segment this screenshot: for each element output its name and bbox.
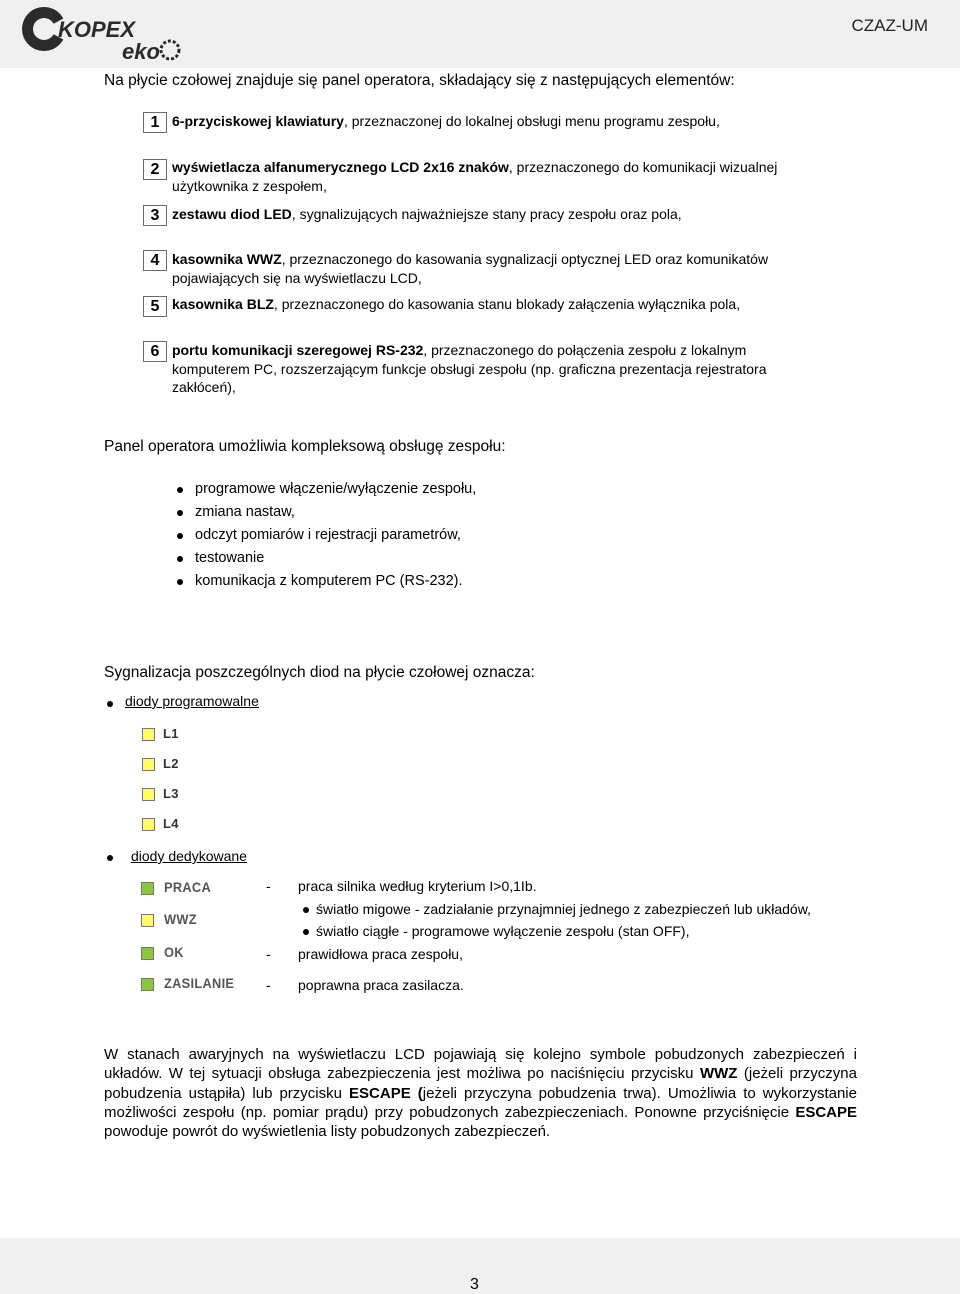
dash: -	[266, 878, 271, 894]
kopex-eko-logo	[18, 3, 188, 65]
programmable-leds-heading: diody programowalne	[125, 693, 259, 709]
element-1-desc: , przeznaczonej do lokalnej obsługi menu programu zespołu,	[343, 113, 720, 129]
element-item-3	[172, 205, 812, 224]
feature-item-1: programowe włączenie/wyłączenie zespołu,	[195, 481, 477, 497]
element-6-desc: , przeznaczonego do połączenia zespołu z lokalnym komputerem PC, rozszerzającym funkcje obsługi zespołu (np. graficzna prezentacja rejestratora zakłóceń),	[172, 342, 767, 395]
dedicated-leds-heading: diody dedykowane	[131, 848, 247, 864]
led-l4-icon	[142, 818, 155, 831]
panel-intro-text: Panel operatora umożliwia kompleksową obsługę zespołu:	[104, 438, 506, 455]
bullet-icon	[303, 929, 309, 935]
led-praca-desc: praca silnika według kryterium I>0,1Ib.	[298, 878, 537, 894]
page-number: 3	[470, 1276, 479, 1293]
intro-text: Na płycie czołowej znajduje się panel operatora, składający się z następujących elementów:	[104, 72, 735, 89]
led-l4-label: L4	[163, 816, 179, 831]
element-4-desc: , przeznaczonego do kasowania sygnalizacji optycznej LED oraz komunikatów pojawiających się na wyświetlaczu LCD,	[172, 251, 769, 286]
led-ok-icon	[141, 947, 154, 960]
led-l1-label: L1	[163, 726, 179, 741]
led-l1-icon	[142, 728, 155, 741]
element-3-name: zestawu diod LED	[172, 206, 292, 222]
element-2-name: wyświetlacza alfanumerycznego LCD 2x16 znaków	[172, 159, 509, 175]
led-l2-icon	[142, 758, 155, 771]
para-part-2: (jeżeli przyczyna pobudzenia ustąpiła) lub przycisku	[104, 1065, 857, 1102]
bullet-icon	[303, 907, 309, 913]
final-paragraph	[104, 1045, 857, 1141]
feature-item-4: testowanie	[195, 550, 265, 566]
led-wwz-label: WWZ	[164, 912, 197, 927]
led-l3-label: L3	[163, 786, 179, 801]
led-ok-desc: prawidłowa praca zespołu,	[298, 946, 463, 962]
element-5-desc: , przeznaczonego do kasowania stanu blokady załączenia wyłącznika pola,	[273, 296, 741, 312]
element-3-desc: , sygnalizujących najważniejsze stany pracy zespołu oraz pola,	[291, 206, 682, 222]
feature-item-5: komunikacja z komputerem PC (RS-232).	[195, 573, 463, 589]
element-2-desc: , przeznaczonego do komunikacji wizualnej użytkownika z zespołem,	[172, 159, 778, 194]
dash: -	[266, 977, 271, 993]
bullet-icon	[107, 855, 113, 861]
element-item-1	[172, 112, 812, 131]
feature-item-3: odczyt pomiarów i rejestracji parametrów,	[195, 527, 461, 543]
para-part-1: W stanach awaryjnych na wyświetlaczu LCD pojawiają się kolejno symbole pobudzonych zabezpieczeń i układów. W tej sytuacji obsługa zabezpieczenia jest możliwa po naciśnięciu przycisku	[104, 1046, 857, 1083]
led-wwz-desc-1: światło migowe - zadziałanie przynajmniej jednego z zabezpieczeń lub układów,	[316, 901, 811, 917]
led-zasilanie-label: ZASILANIE	[164, 976, 235, 991]
element-5-name: kasownika BLZ	[172, 296, 274, 312]
para-part-4: powoduje powrót do wyświetlenia listy pobudzonych zabezpieczeń.	[104, 1123, 551, 1141]
led-ok-label: OK	[164, 945, 184, 960]
wwz-key: WWZ	[699, 1065, 738, 1083]
escape-key-1: ESCAPE (	[349, 1084, 423, 1102]
logo-text-bottom: eko	[122, 39, 160, 64]
bullet-icon	[177, 579, 183, 585]
element-item-5	[172, 295, 797, 314]
led-l2-label: L2	[163, 756, 179, 771]
element-number-6: 6	[143, 341, 167, 362]
element-number-2: 2	[143, 159, 167, 180]
document-code: CZAZ-UM	[851, 16, 928, 35]
bullet-icon	[177, 533, 183, 539]
element-item-6	[172, 341, 772, 397]
led-l3-icon	[142, 788, 155, 801]
led-praca-label: PRACA	[164, 880, 212, 895]
element-number-5: 5	[143, 296, 167, 317]
led-zasilanie-desc: poprawna praca zasilacza.	[298, 977, 464, 993]
dash: -	[266, 946, 271, 962]
led-wwz-icon	[141, 914, 154, 927]
led-wwz-desc-2: światło ciągłe - programowe wyłączenie zespołu (stan OFF),	[316, 923, 690, 939]
led-zasilanie-icon	[141, 978, 154, 991]
element-number-4: 4	[143, 250, 167, 271]
bullet-icon	[107, 701, 113, 707]
element-item-2	[172, 158, 812, 195]
page-footer	[0, 1238, 960, 1294]
element-4-name: kasownika WWZ	[172, 251, 282, 267]
feature-item-2: zmiana nastaw,	[195, 504, 295, 520]
element-number-3: 3	[143, 205, 167, 226]
signal-intro-text: Sygnalizacja poszczególnych diod na płycie czołowej oznacza:	[104, 664, 535, 681]
element-item-4	[172, 250, 772, 287]
logo-text-top: KOPEX	[58, 17, 136, 42]
led-praca-icon	[141, 882, 154, 895]
page-header	[0, 0, 960, 68]
bullet-icon	[177, 510, 183, 516]
escape-key-2: ESCAPE	[795, 1103, 857, 1121]
bullet-icon	[177, 487, 183, 493]
element-6-name: portu komunikacji szeregowej RS-232	[172, 342, 424, 358]
element-1-name: 6-przyciskowej klawiatury	[172, 113, 344, 129]
bullet-icon	[177, 556, 183, 562]
element-number-1: 1	[143, 112, 167, 133]
para-part-3: jeżeli przyczyna pobudzenia trwa). Umożliwia to wykorzystanie możliwości zespołu (np. pomiar prądu) przy pobudzonych zabezpieczeniach. Ponowne przyciśnięcie	[104, 1084, 857, 1121]
